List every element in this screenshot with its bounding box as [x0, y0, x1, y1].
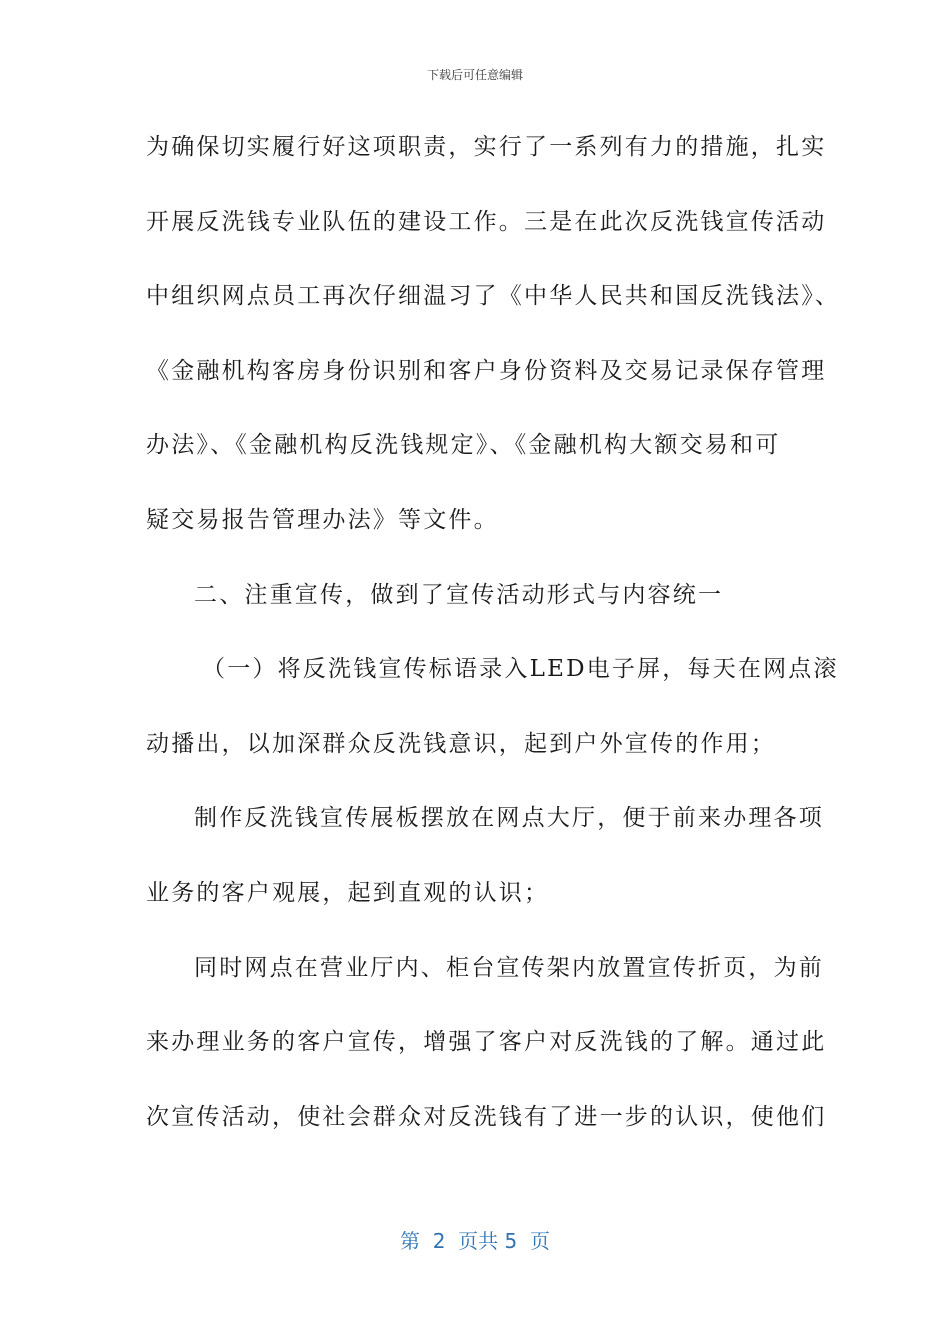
page-number-footer: 第 2 页共 5 页: [400, 1229, 550, 1253]
text-line: 疑交易报告管理办法》等文件。: [146, 506, 499, 533]
text-line: 制作反洗钱宣传展板摆放在网点大厅，便于前来办理各项: [194, 805, 824, 832]
text-line: 次宣传活动，使社会群众对反洗钱有了进一步的认识，使他们: [146, 1103, 827, 1130]
text-line: 业务的客户观展，起到直观的认识；: [146, 879, 550, 906]
text-line: 中组织网点员工再次仔细温习了《中华人民共和国反洗钱法》、: [146, 283, 841, 310]
text-line: 同时网点在营业厅内、柜台宣传架内放置宣传折页，为前: [194, 954, 824, 981]
text-line: 开展反洗钱专业队伍的建设工作。三是在此次反洗钱宣传活动: [146, 208, 827, 235]
text-line: 动播出，以加深群众反洗钱意识，起到户外宣传的作用；: [146, 730, 776, 757]
text-line: （一）将反洗钱宣传标语录入LED电子屏，每天在网点滚: [202, 656, 839, 683]
document-body: [146, 110, 841, 1154]
text-line: 办法》、《金融机构反洗钱规定》、《金融机构大额交易和可: [146, 432, 781, 459]
text-line: 《金融机构客房身份识别和客户身份资料及交易记录保存管理: [146, 357, 827, 384]
section-heading: 二、注重宣传，做到了宣传活动形式与内容统一: [194, 581, 724, 608]
text-line: 为确保切实履行好这项职责，实行了一系列有力的措施，扎实: [146, 134, 827, 160]
page-header-note: 下载后可任意编辑: [426, 68, 523, 82]
text-line: 来办理业务的客户宣传，增强了客户对反洗钱的了解。通过此: [146, 1029, 827, 1056]
